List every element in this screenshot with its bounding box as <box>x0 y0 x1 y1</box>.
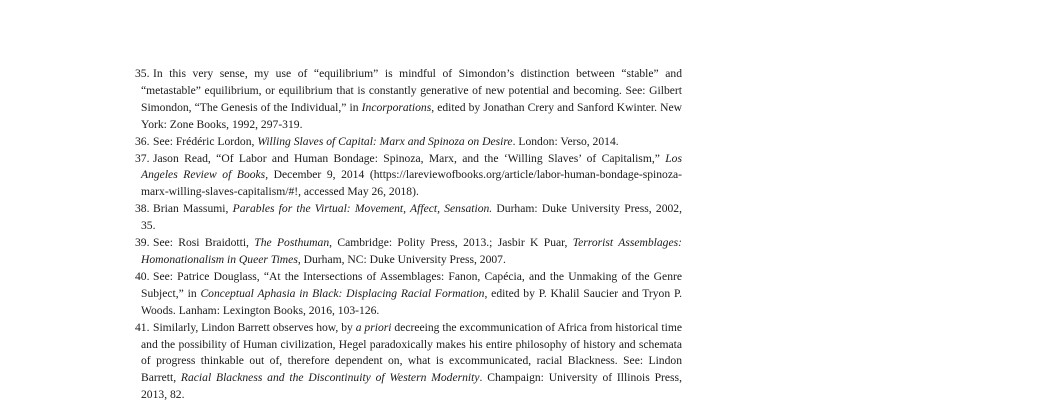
endnote-text: See: Rosi Braidotti, <box>153 236 255 250</box>
endnote-text: . London: Verso, 2014. <box>512 134 619 148</box>
endnote: 36. See: Frédéric Lordon, Willing Slaves of Capital: Marx and Spinoza on Desire. London: Verso, 2014. <box>135 134 619 148</box>
endnote-title: Los Angeles Review of Books <box>141 151 682 182</box>
endnote-title: Willing Slaves of Capital: Marx and Spinoza on Desire <box>257 134 513 148</box>
endnote-text: Durham: Duke University Press, 2002, 35. <box>141 202 682 233</box>
endnote-text: See: Patrice Douglass, “At the Intersections of Assemblages: Fanon, Capécia, and the Unmaking of the Genre Subject,” in <box>141 269 682 300</box>
endnote-title: Terrorist Assemblages: Homonationalism in Queer Times <box>141 236 682 266</box>
endnote: 35. In this very sense, my use of “equilibrium” is mindful of Simondon’s distinction between “stable” and “metastable” equilibrium, or equilibrium that is constantly generative of new potential and becoming. See: Gilbert Simondon, “The Genesis of the Individual,” in Incorporations, edited by Jonathan Crery and Sanford Kwinter. New York: Zone Books, 1992, 297-319. <box>135 67 682 131</box>
endnote-text: , December 9, 2014 (https://lareviewofbooks.org/article/labor-human-bondage-spinoza-marx-willing-slaves-capitalism/#!, accessed May 26, 2018). <box>141 168 682 199</box>
endnote-title: Incorporations <box>361 100 432 114</box>
endnote-text: . Champaign: University of Illinois Press, 2013, 82. <box>141 371 682 402</box>
endnote-text: Brian Massumi, <box>153 202 233 216</box>
endnote-text: , edited by P. Khalil Saucier and Tryon P. Woods. Lanham: Lexington Books, 2016, 103-126. <box>141 286 682 317</box>
endnote-text: , Cambridge: Polity Press, 2013.; Jasbir K Puar, <box>329 236 573 250</box>
endnote-title: Conceptual Aphasia in Black: Displacing Racial Formation <box>200 286 485 300</box>
endnote: 41. Similarly, Lindon Barrett observes how, by a priori decreeing the excommunication of Africa from historical time and the possibility of Human civilization, Hegel paradoxically makes his entire philosophy of history and schemata of progress thinkable out of, therefore dependent on, what is excommunicated, racial Blackness. See: Lindon Barrett, Racial Blackness and the Discontinuity of Western Modernity. Champaign: University of Illinois Press, 2013, 82. <box>135 320 682 402</box>
endnotes-list <box>135 66 682 404</box>
endnote-emphasis: a priori <box>355 320 392 334</box>
endnote-title: The Posthuman <box>254 236 330 250</box>
endnote-text: Jason Read, “Of Labor and Human Bondage: Spinoza, Marx, and the ‘Willing Slaves’ of Capitalism,” <box>153 151 666 165</box>
endnote-text: Similarly, Lindon Barrett observes how, by <box>153 320 356 334</box>
endnote-title: Parables for the Virtual: Movement, Affect, Sensation. <box>232 202 493 216</box>
endnote: 38. Brian Massumi, Parables for the Virtual: Movement, Affect, Sensation. Durham: Duke University Press, 2002, 35. <box>135 202 682 233</box>
endnote-text: , edited by Jonathan Crery and Sanford Kwinter. New York: Zone Books, 1992, 297-319. <box>141 100 682 131</box>
endnote-text: See: Frédéric Lordon, <box>153 134 258 148</box>
endnote-text: decreeing the excommunication of Africa from historical time and the possibility of Human civilization, Hegel paradoxically makes his entire philosophy of history and schemata of progress thinkable out of, therefore dependent on, what is excommunicated, racial Blackness. See: Lindon Barrett, <box>141 320 682 385</box>
endnote-text: , Durham, NC: Duke University Press, 2007. <box>297 252 506 266</box>
endnote-text: In this very sense, my use of “equilibrium” is mindful of Simondon’s distinction between “stable” and “metastable” equilibrium, or equilibrium that is constantly generative of new potential and becoming. See: Gilbert Simondon, “The Genesis of the Individual,” in <box>141 67 682 114</box>
endnote: 37. Jason Read, “Of Labor and Human Bondage: Spinoza, Marx, and the ‘Willing Slaves’ of Capitalism,” Los Angeles Review of Books, December 9, 2014 (https://lareviewofbooks.org/article/labor-human-bondage-spinoza-marx-willing-slaves-capitalism/#!, accessed May 26, 2018). <box>135 151 682 199</box>
endnote: 39. See: Rosi Braidotti, The Posthuman, Cambridge: Polity Press, 2013.; Jasbir K Puar, Terrorist Assemblages: Homonationalism in Queer Times, Durham, NC: Duke University Press, 2007. <box>135 236 682 266</box>
endnote-title: Racial Blackness and the Discontinuity of Western Modernity <box>180 371 480 385</box>
endnote: 40. See: Patrice Douglass, “At the Intersections of Assemblages: Fanon, Capécia, and the Unmaking of the Genre Subject,” in Conceptual Aphasia in Black: Displacing Racial Formation, edited by P. Khalil Saucier and Tryon P. Woods. Lanham: Lexington Books, 2016, 103-126. <box>135 269 682 317</box>
